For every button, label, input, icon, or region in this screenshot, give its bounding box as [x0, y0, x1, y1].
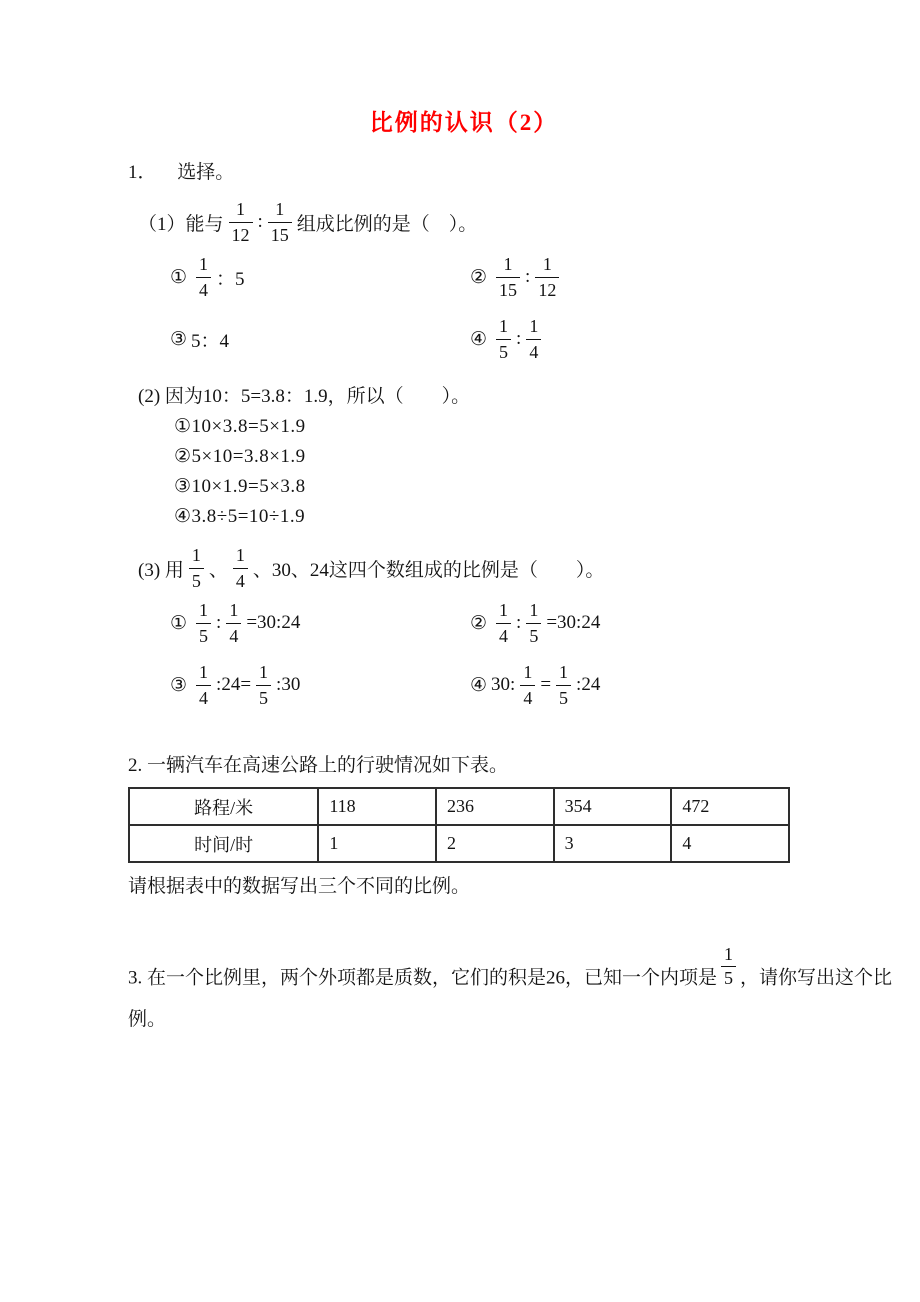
time-value-2: 2 — [436, 825, 554, 862]
table-row-time — [129, 825, 789, 862]
fraction-1-15: $\frac{1}{15}$ — [496, 253, 520, 301]
fraction-1-5: $\frac{1}{5}$ — [496, 315, 511, 363]
row-header-distance: 路程/米 — [129, 788, 318, 825]
q1-part1-option-3 — [170, 314, 470, 364]
fraction-1-4: $\frac{1}{4}$ — [196, 661, 211, 709]
circled-1-mark: ① — [170, 266, 188, 288]
q1-part2-option-3: ③10×1.9=5×3.8 — [174, 476, 306, 497]
fraction-1-4: $\frac{1}{4}$ — [526, 315, 541, 363]
q1-part3-options-row2 — [170, 660, 800, 710]
fraction-1-12: $\frac{1}{12}$ — [535, 253, 559, 301]
fraction-1-5: $\frac{1}{5}$ — [556, 661, 571, 709]
distance-value-4: 472 — [671, 788, 789, 825]
q1-part3-option-3-mid: :24= — [216, 674, 252, 695]
q1-part3-prompt-post: 、30、24这四个数组成的比例是（ ）。 — [252, 559, 605, 581]
q1-part1-prompt-post: 组成比例的是（ ）。 — [296, 213, 478, 235]
speed-data-table — [128, 787, 790, 863]
fraction-1-5: $\frac{1}{5}$ — [196, 599, 211, 647]
fraction-1-5: $\frac{1}{5}$ — [526, 599, 541, 647]
q1-part3-option-3-tail: :30 — [276, 674, 301, 695]
q1-part3-option-1-tail: =30:24 — [246, 612, 301, 633]
time-value-3: 3 — [554, 825, 672, 862]
q1-part1-option-3-text: 5：4 — [191, 330, 230, 352]
q1-part3-options-row1 — [170, 598, 800, 648]
circled-3-mark: ③ — [170, 674, 188, 696]
ratio-colon: : — [516, 612, 522, 633]
question-2-instruction: 请根据表中的数据写出三个不同的比例。 — [128, 876, 471, 897]
q1-part3-option-3 — [170, 660, 470, 710]
distance-value-1: 118 — [318, 788, 436, 825]
distance-value-2: 236 — [436, 788, 554, 825]
question-3-text-pre: 3. 在一个比例里，两个外项都是质数，它们的积是26，已知一个内项是 — [128, 967, 718, 989]
ratio-colon: : — [257, 211, 263, 232]
q1-part3-option-4-tail: :24 — [576, 674, 601, 695]
q1-part2-option-2: ②5×10=3.8×1.9 — [174, 446, 306, 467]
page-title: 比例的认识（2） — [369, 110, 559, 135]
fraction-1-5: $\frac{1}{5}$ — [721, 944, 736, 988]
circled-4-mark: ④ — [470, 674, 488, 696]
circled-4-mark: ④ — [470, 328, 488, 350]
fraction-1-12: $\frac{1}{12}$ — [229, 198, 253, 246]
fraction-1-5: $\frac{1}{5}$ — [189, 544, 204, 592]
time-value-1: 1 — [318, 825, 436, 862]
circled-2-mark: ② — [470, 612, 488, 634]
q1-part3-prompt — [138, 544, 800, 592]
ratio-colon: : — [516, 328, 522, 349]
ratio-colon: : — [525, 266, 531, 287]
circled-1-mark: ① — [170, 612, 188, 634]
distance-value-3: 354 — [554, 788, 672, 825]
q1-part3-prompt-pre: (3) 用 — [138, 559, 184, 581]
q1-part1-option-1-tail: ：5 — [216, 268, 245, 290]
q1-part1-option-1 — [170, 252, 470, 302]
question-2-header: 2. 一辆汽车在高速公路上的行驶情况如下表。 — [128, 755, 509, 776]
q1-part1-option-2 — [470, 252, 770, 302]
fraction-1-5: $\frac{1}{5}$ — [256, 661, 271, 709]
q1-part2-prompt-text: (2) 因为10：5=3.8：1.9，所以（ ）。 — [138, 385, 471, 407]
question-2 — [128, 750, 800, 898]
q1-part1-prompt-pre: （1）能与 — [138, 213, 224, 235]
table-row-distance — [129, 788, 789, 825]
q1-part1-option-4 — [470, 314, 770, 364]
fraction-1-4: $\frac{1}{4}$ — [496, 599, 511, 647]
fraction-1-15: $\frac{1}{15}$ — [268, 198, 292, 246]
circled-3-mark: ③ — [170, 328, 188, 350]
question-1-label: 选择。 — [177, 162, 235, 183]
question-1-number: 1． — [128, 162, 157, 183]
q1-part2-options — [174, 412, 800, 532]
time-value-4: 4 — [671, 825, 789, 862]
fraction-1-4: $\frac{1}{4}$ — [520, 661, 535, 709]
enumeration-comma: 、 — [208, 559, 228, 581]
row-header-time: 时间/时 — [129, 825, 318, 862]
q1-part3-option-2 — [470, 598, 770, 648]
fraction-1-4: $\frac{1}{4}$ — [226, 599, 241, 647]
fraction-1-4: $\frac{1}{4}$ — [196, 253, 211, 301]
circled-2-mark: ② — [470, 266, 488, 288]
q1-part3-option-1 — [170, 598, 470, 648]
question-3 — [128, 944, 910, 1040]
q1-part1-prompt — [138, 198, 800, 246]
q1-part1-options-row1 — [170, 252, 800, 302]
q1-part2-prompt — [138, 380, 800, 408]
fraction-1-4: $\frac{1}{4}$ — [233, 544, 248, 592]
q1-part3-option-4-mid: = — [540, 674, 552, 695]
question-1-header — [128, 157, 800, 184]
q1-part1-options-row2 — [170, 314, 800, 364]
question-3-text-post: ，请你写出这个比例。 — [128, 967, 893, 1030]
q1-part2-option-4: ④3.8÷5=10÷1.9 — [174, 506, 306, 527]
q1-part2-option-1: ①10×3.8=5×1.9 — [174, 416, 306, 437]
q1-part3-option-4-lead: 30: — [491, 674, 516, 695]
q1-part3-option-2-tail: =30:24 — [546, 612, 601, 633]
q1-part3-option-4 — [470, 660, 770, 710]
ratio-colon: : — [216, 612, 222, 633]
